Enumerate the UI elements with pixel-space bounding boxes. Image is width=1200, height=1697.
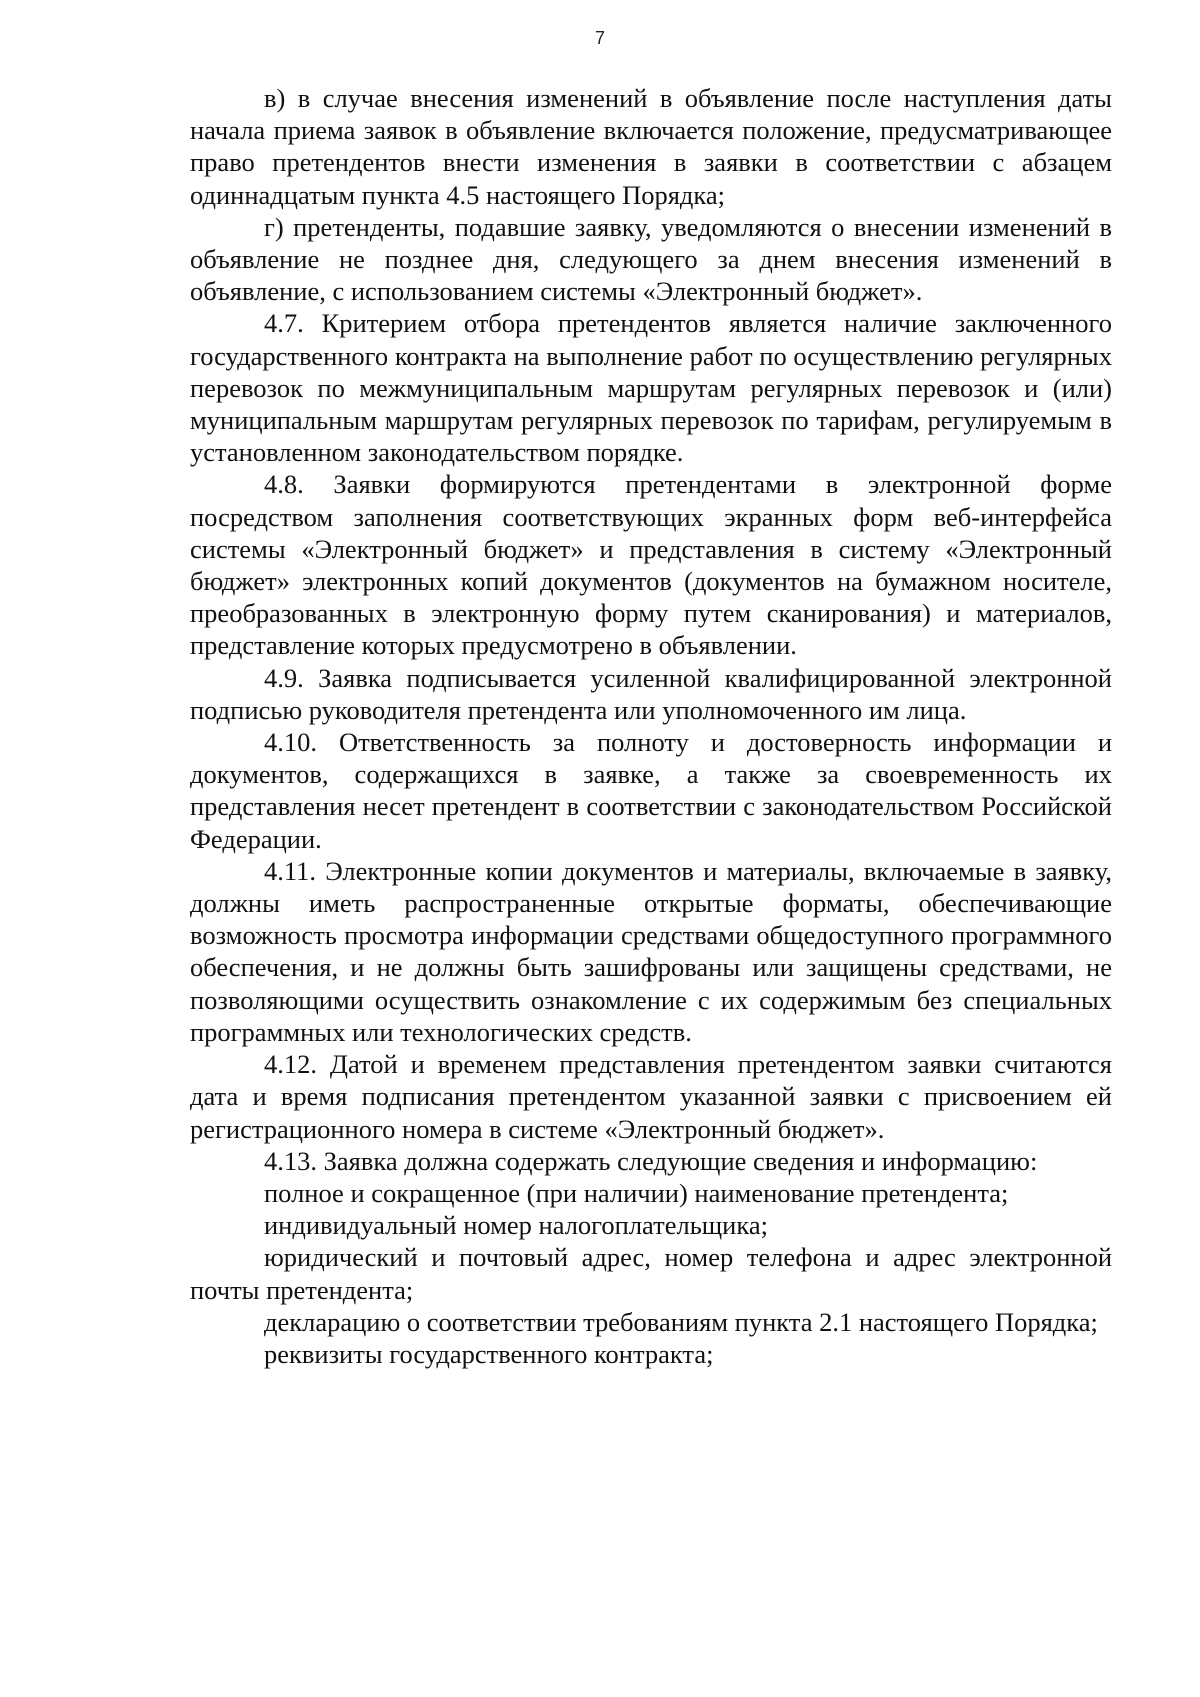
- paragraph-g-notification: г) претенденты, подавшие заявку, уведомляются о внесении изменений в объявление не позднее дня, следующего за днем внесения изменений в объявление, с использованием системы «Электронный бюджет».: [190, 211, 1112, 307]
- paragraph-4-13-application-contents: 4.13. Заявка должна содержать следующие сведения и информацию:: [264, 1145, 1038, 1176]
- paragraph-4-8-application-forming: 4.8. Заявки формируются претендентами в электронной форме посредством заполнения соответствующих экранных форм веб-интерфейса системы «Электронный бюджет» и представления в систему «Электронный бюджет» электронных копий документов (документов на бумажном носителе, преобразованных в электронную форму путем сканирования) и материалов, представление которых предусмотрено в объявлении.: [190, 469, 1112, 661]
- paragraph-4-12-submission-date: 4.12. Датой и временем представления претендентом заявки считаются дата и время подписания претендентом указанной заявки с присвоением ей регистрационного номера в системе «Электронный бюджет».: [190, 1049, 1112, 1144]
- page-number: 7: [594, 28, 605, 48]
- paragraph-v-amendments-after-start: в) в случае внесения изменений в объявление после наступления даты начала приема заявок в объявление включается положение, предусматривающее право претендентов внести изменения в заявки в соответствии с абзацем одиннадцатым пункта 4.5 настоящего Порядка;: [190, 83, 1112, 210]
- paragraph-4-9-signature: 4.9. Заявка подписывается усиленной квалифицированной электронной подписью руководителя претендента или уполномоченного им лица.: [190, 662, 1112, 725]
- paragraph-4-7-selection-criterion: 4.7. Критерием отбора претендентов является наличие заключенного государственного контракта на выполнение работ по осуществлению регулярных перевозок по межмуниципальным маршрутам регулярных перевозок и (или) муниципальным маршрутам регулярных перевозок по тарифам, регулируемым в установленном законодательством порядке.: [190, 308, 1112, 468]
- paragraph-4-10-responsibility: 4.10. Ответственность за полноту и достоверность информации и документов, содержащихся в заявке, а также за своевременность их представления несет претендент в соответствии с законодательством Российской Федерации.: [190, 727, 1112, 854]
- list-item-taxpayer-number: индивидуальный номер налогоплательщика;: [264, 1210, 768, 1241]
- list-item-contract-details: реквизиты государственного контракта;: [264, 1338, 714, 1369]
- list-item-declaration: декларацию о соответствии требованиям пункта 2.1 настоящего Порядка;: [264, 1306, 1098, 1337]
- list-item-applicant-name: полное и сокращенное (при наличии) наименование претендента;: [264, 1177, 1009, 1208]
- paragraph-4-11-electronic-copies: 4.11. Электронные копии документов и материалы, включаемые в заявку, должны иметь распространенные открытые форматы, обеспечивающие возможность просмотра информации средствами общедоступного программного обеспечения, и не должны быть зашифрованы или защищены средствами, не позволяющими осуществить ознакомление с их содержимым без специальных программных или технологических средств.: [190, 855, 1112, 1047]
- list-item-addresses-contacts: юридический и почтовый адрес, номер телефона и адрес электронной почты претендента;: [190, 1242, 1112, 1305]
- document-body: [190, 82, 1112, 1370]
